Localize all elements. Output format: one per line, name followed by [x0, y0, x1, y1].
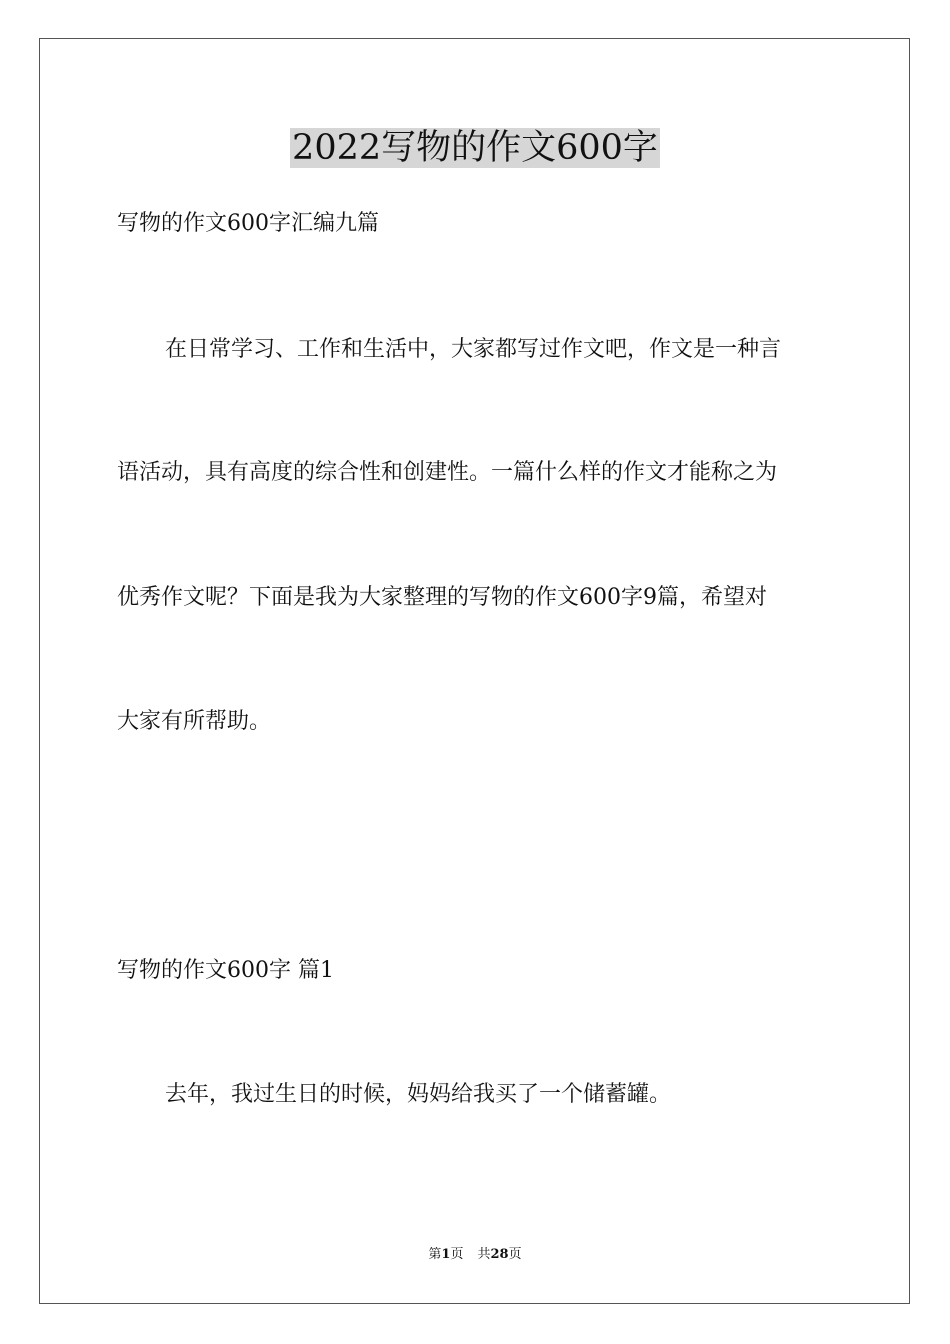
intro-line-2: 语活动，具有高度的综合性和创建性。一篇什么样的作文才能称之为 [117, 460, 778, 485]
document-title-text: 2022写物的作文600字 [292, 128, 658, 168]
section-paragraph-line: 去年，我过生日的时候，妈妈给我买了一个储蓄罐。 [165, 1082, 672, 1107]
footer-total-prefix: 共 [477, 1247, 491, 1262]
footer-page-suffix: 页 [450, 1247, 464, 1262]
footer-page-prefix: 第 [428, 1247, 442, 1262]
footer-total-pages: 28 [490, 1247, 509, 1262]
footer-current-page: 1 [441, 1247, 451, 1262]
intro-line-1: 在日常学习、工作和生活中，大家都写过作文吧，作文是一种言 [165, 337, 782, 362]
document-title [0, 125, 950, 171]
page-footer [0, 1246, 950, 1264]
intro-line-3: 优秀作文呢？下面是我为大家整理的写物的作文600字9篇，希望对 [117, 585, 767, 610]
intro-line-4: 大家有所帮助。 [117, 709, 272, 734]
footer-total-suffix: 页 [508, 1247, 522, 1262]
section-heading: 写物的作文600字 篇1 [117, 958, 334, 983]
document-subtitle: 写物的作文600字汇编九篇 [117, 211, 379, 236]
